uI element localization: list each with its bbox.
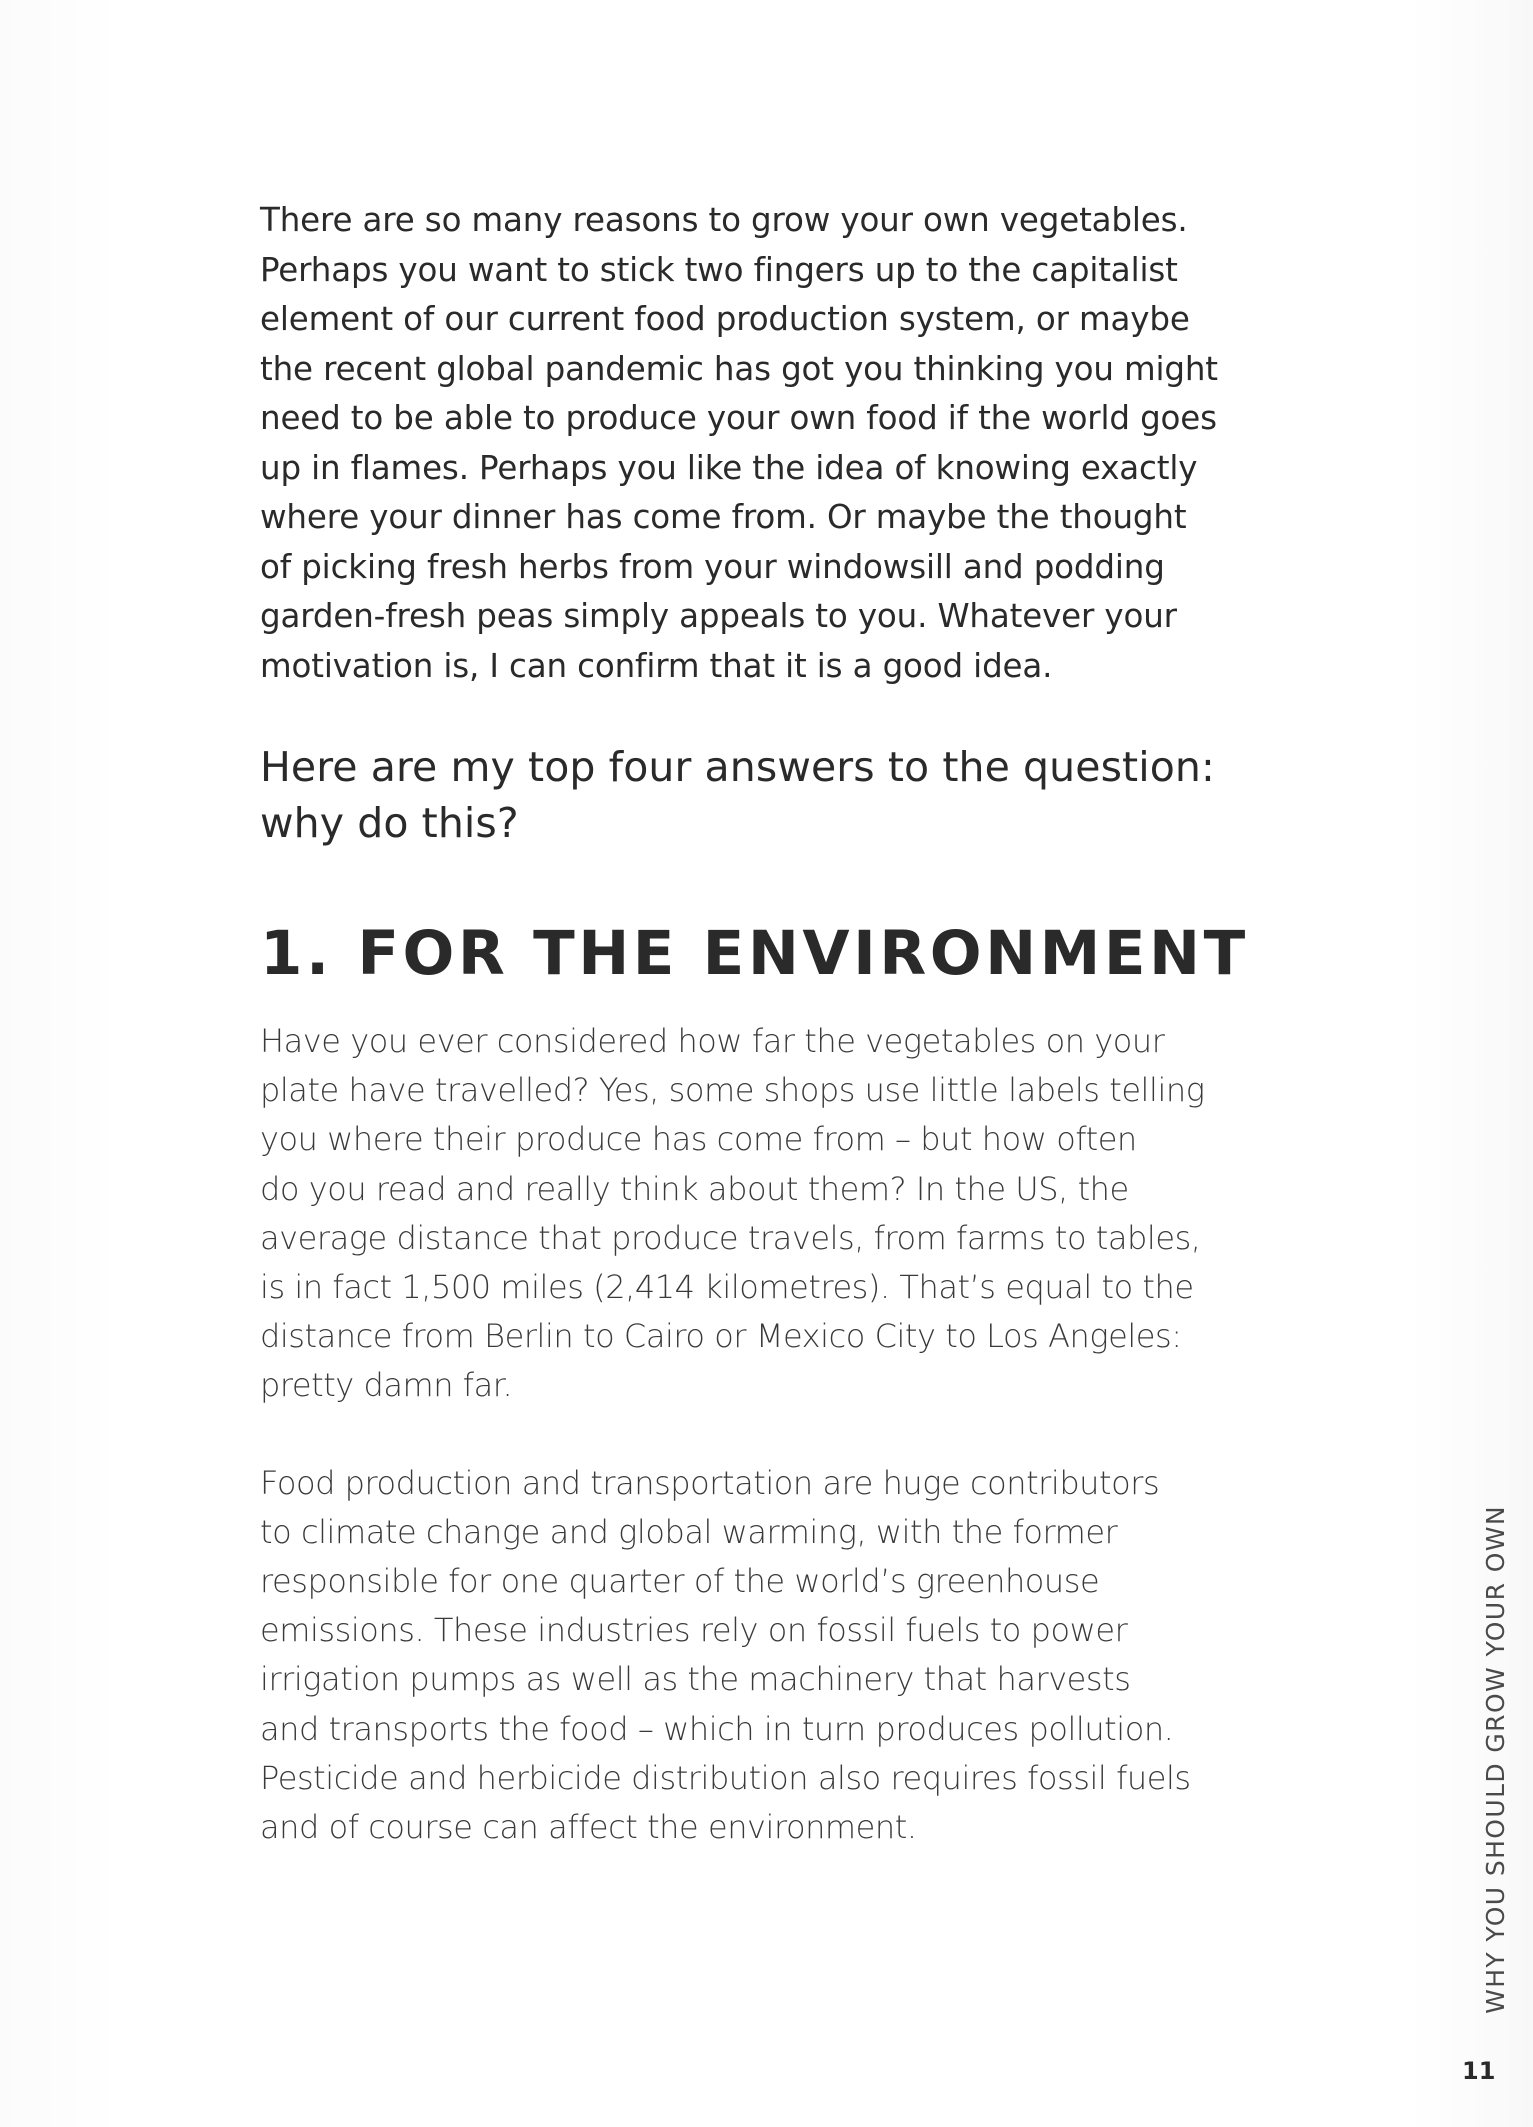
intro-line: need to be able to produce your own food if the world goes (260, 399, 1217, 437)
intro-line: the recent global pandemic has got you thinking you might (260, 349, 1218, 388)
running-head: WHY YOU SHOULD GROW YOUR OWN (1481, 1505, 1510, 2014)
lead-question (260, 739, 1290, 851)
body-line: distance from Berlin to Cairo or Mexico City to Los Angeles: (260, 1317, 1182, 1356)
body-line: pretty damn far. (260, 1366, 513, 1405)
intro-paragraph (260, 196, 1290, 691)
intro-line: element of our current food production system, or maybe (260, 300, 1190, 338)
page-content (260, 196, 1290, 1852)
intro-line: Perhaps you want to stick two fingers up to the capitalist (260, 250, 1178, 289)
body-line: you where their produce has come from – but how often (260, 1120, 1137, 1159)
body-line: average distance that produce travels, from farms to tables, (260, 1218, 1201, 1257)
body-line: irrigation pumps as well as the machinery that harvests (260, 1660, 1131, 1699)
body-line: plate have travelled? Yes, some shops use little labels telling (260, 1071, 1205, 1110)
intro-line: motivation is, I can confirm that it is a good idea. (260, 646, 1053, 685)
body-line: and of course can affect the environment. (260, 1808, 917, 1847)
body-line: Food production and transportation are huge contributors (260, 1463, 1160, 1502)
body-line: do you read and really think about them? In the US, the (260, 1169, 1129, 1208)
page-number: 11 (1462, 2057, 1496, 2085)
body-line: Have you ever considered how far the vegetables on your (260, 1022, 1165, 1060)
body-line: to climate change and global warming, with the former (260, 1512, 1118, 1551)
lead-line: Here are my top four answers to the question: (260, 743, 1215, 791)
body-line: is in fact 1,500 miles (2,414 kilometres). That’s equal to the (260, 1268, 1194, 1307)
body-line: responsible for one quarter of the world’s greenhouse (260, 1562, 1100, 1601)
body-line: Pesticide and herbicide distribution also requires fossil fuels (260, 1758, 1191, 1797)
intro-line: of picking fresh herbs from your windowsill and podding (260, 547, 1165, 586)
intro-line: up in flames. Perhaps you like the idea of knowing exactly (260, 448, 1198, 487)
intro-line: where your dinner has come from. Or maybe the thought (260, 498, 1187, 536)
body-paragraph-2 (260, 1459, 1290, 1853)
intro-line: There are so many reasons to grow your own vegetables. (260, 201, 1188, 239)
lead-line: why do this? (260, 799, 519, 847)
intro-line: garden-fresh peas simply appeals to you. Whatever your (260, 597, 1177, 635)
body-paragraph-1 (260, 1017, 1290, 1411)
body-line: and transports the food – which in turn produces pollution. (260, 1709, 1174, 1748)
body-line: emissions. These industries rely on fossil fuels to power (260, 1611, 1128, 1650)
section-heading: 1. FOR THE ENVIRONMENT (260, 918, 1249, 989)
